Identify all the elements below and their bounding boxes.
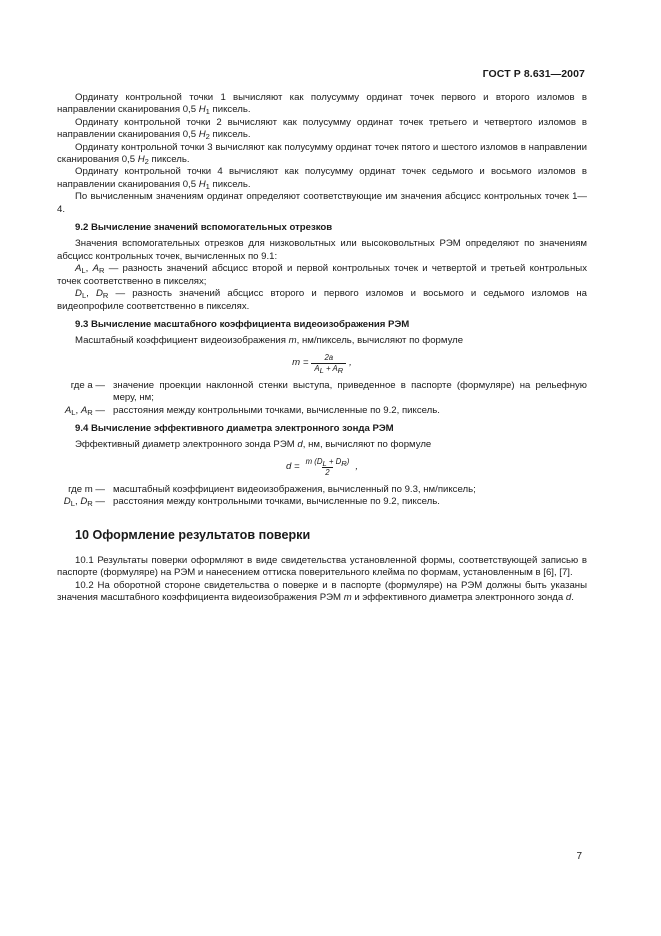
section-9-3-heading: 9.3 Вычисление масштабного коэффициента видеоизображения РЭМ <box>75 318 410 330</box>
page-number: 7 <box>576 851 582 862</box>
section-9-2-intro: Значения вспомогательных отрезков для низковольтных или высоковольтных РЭМ определяют по значениям абсцисс контрольных точек, вычисленных по 9.1: <box>57 238 587 262</box>
formula-m: m = $\frac{2a}{AL + AR}$ , <box>292 352 352 375</box>
section-9-3-intro: Масштабный коэффициент видеоизображения m, нм/пиксель, вычисляют по формуле <box>75 335 464 347</box>
where-item: $D_L$, $D_R$ — расстояния между контрольными точками, вычисленные по 9.2, пиксель. <box>63 496 440 509</box>
definition-d: $D_L$, $D_R$ — разность значений абсцисс второго и первого изломов и восьмого и седьмого изломов на видеопрофиле соответственно в пикселях. <box>57 288 587 312</box>
definition-a: $A_L$, $A_R$ — разность значений абсцисс второй и первой контрольных точек и четвертой и третьей контрольных точек соответственно в пикселях; <box>57 263 587 287</box>
fraction: $\frac{2a}{AL + AR}$ <box>311 353 346 374</box>
paragraph-abscissa: По вычисленным значениям ординат определяют соответствующие им значения абсцисс контрольных точек 1—4. <box>57 191 587 215</box>
section-10-heading: 10 Оформление результатов поверки <box>75 527 311 542</box>
section-9-4-heading: 9.4 Вычисление эффективного диаметра электронного зонда РЭМ <box>75 422 394 434</box>
formula-d: d = $\frac{m (DL + DR)}{2}$ , <box>285 456 359 477</box>
fraction: $\frac{m (DL + DR)}{2}$ <box>305 456 350 477</box>
paragraph-point-1: Ординату контрольной точки 1 вычисляют как полусумму ординат точек первого и второго изломов в направлении сканирования 0,5 $H_1$ пиксель. <box>57 92 587 117</box>
paragraph-point-2: Ординату контрольной точки 2 вычисляют как полусумму ординат точек третьего и четвертого изломов в направлении сканирования 0,5 $H_2$ пиксель. <box>57 116 587 142</box>
paragraph-point-4: Ординату контрольной точки 4 вычисляют как полусумму ординат точек седьмого и восьмого изломов в направлении сканирования 0,5 $H_1$ пиксель. <box>57 166 587 191</box>
where-item: где m — масштабный коэффициент видеоизображения, вычисленный по 9.3, нм/пиксель; <box>68 483 476 495</box>
paragraph-point-3: Ординату контрольной точки 3 вычисляют как полусумму ординат точек пятого и шестого изломов в направлении сканирования 0,5 $H_2$ пиксель. <box>57 141 587 167</box>
section-9-4-intro: Эффективный диаметр электронного зонда РЭМ d, нм, вычисляют по формуле <box>75 439 432 451</box>
page-body <box>57 92 587 605</box>
where-item: $A_L$, $A_R$ — расстояния между контрольными точками, вычисленные по 9.2, пиксель. <box>64 404 440 417</box>
section-10-1: 10.1 Результаты поверки оформляют в виде свидетельства установленной формы, соответствующей записью в паспорте (формуляре) на РЭМ и нанесением оттиска поверительного клейма по формам, установленным в [6], [7]. <box>57 554 587 579</box>
section-10-2: 10.2 На оборотной стороне свидетельства о поверке и в паспорте (формуляре) на РЭМ должны быть указаны значения масштабного коэффициента видеоизображения РЭМ m и эффективного диаметра электронного зонда d. <box>57 579 587 604</box>
section-9-2-heading: 9.2 Вычисление значений вспомогательных отрезков <box>75 222 333 234</box>
document-number: ГОСТ Р 8.631—2007 <box>482 68 585 80</box>
where-item: где a — значение проекции наклонной стенки выступа, приведенное в паспорте (формуляре) на рельефную меру, нм; <box>70 379 587 404</box>
